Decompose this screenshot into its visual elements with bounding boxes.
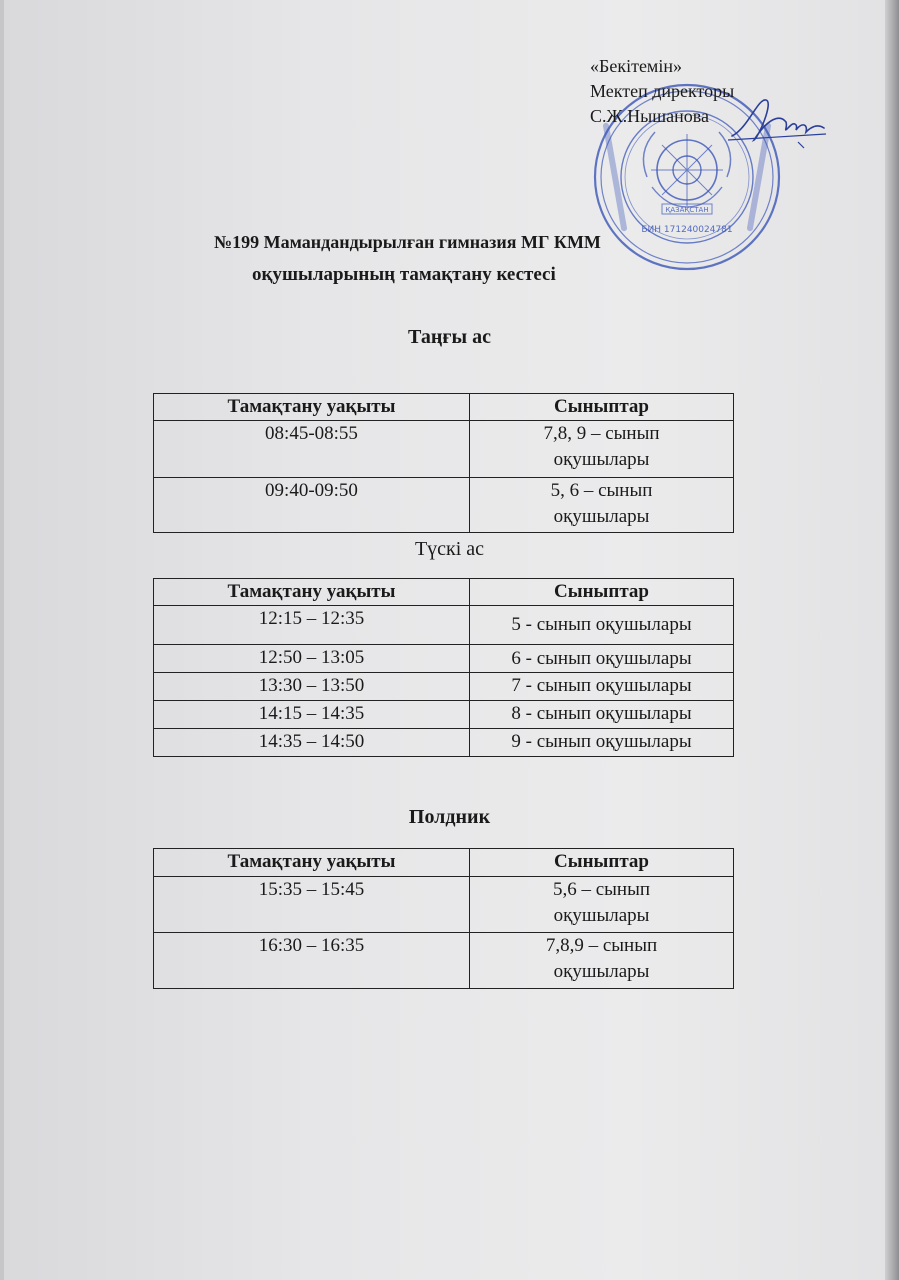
classes-cell: 6 - сынып оқушылары	[470, 645, 734, 673]
classes-text: оқушылары	[553, 449, 650, 470]
time-cell: 12:15 – 12:35	[154, 606, 470, 645]
classes-text: 7,8, 9 – сынып	[543, 423, 660, 444]
table-row	[154, 421, 734, 478]
table-row	[154, 478, 734, 533]
table-row	[154, 606, 734, 645]
table-row	[154, 933, 734, 989]
snack-heading: Полдник	[408, 806, 491, 828]
page-edge-left	[0, 0, 4, 1280]
time-cell: 15:35 – 15:45	[154, 877, 470, 933]
page-edge-right	[885, 0, 899, 1280]
approval-name: С.Ж.Нышанова	[590, 106, 709, 126]
classes-cell: 5 - сынып оқушылары	[470, 606, 734, 645]
time-cell: 16:30 – 16:35	[154, 933, 470, 989]
document-title-line1: №199 Мамандандырылған гимназия МГ КММ	[214, 232, 601, 252]
classes-cell	[470, 478, 734, 533]
lunch-heading: Түскі ас	[414, 538, 485, 560]
breakfast-table	[153, 393, 734, 533]
table-header-row	[154, 579, 734, 606]
time-cell: 12:50 – 13:05	[154, 645, 470, 673]
header-classes: Сыныптар	[470, 394, 734, 421]
time-cell: 14:35 – 14:50	[154, 729, 470, 757]
approval-title: «Бекітемін»	[590, 56, 682, 76]
director-signature	[728, 88, 828, 152]
header-time: Тамақтану уақыты	[154, 579, 470, 606]
time-cell: 13:30 – 13:50	[154, 673, 470, 701]
classes-text: оқушылары	[553, 506, 650, 527]
classes-cell	[470, 877, 734, 933]
lunch-table	[153, 578, 734, 757]
time-cell: 14:15 – 14:35	[154, 701, 470, 729]
seal-emblem-label: ҚАЗАҚСТАН	[665, 206, 709, 214]
approval-block	[590, 54, 734, 129]
seal-bin-text: БИН 171240024781	[641, 225, 733, 235]
classes-cell	[470, 933, 734, 989]
document-title-line2: оқушыларының тамақтану кестесі	[252, 264, 556, 285]
table-row	[154, 673, 734, 701]
time-cell: 08:45-08:55	[154, 421, 470, 478]
breakfast-heading: Таңғы ас	[408, 326, 491, 348]
classes-text: оқушылары	[553, 961, 650, 982]
classes-text: 5,6 – сынып	[552, 879, 651, 900]
approval-position: Мектеп директоры	[590, 81, 735, 101]
header-time: Тамақтану уақыты	[154, 849, 470, 877]
classes-text: 7,8,9 – сынып	[545, 935, 658, 956]
classes-text: 5, 6 – сынып	[550, 480, 653, 501]
header-classes: Сыныптар	[470, 579, 734, 606]
table-row	[154, 877, 734, 933]
table-row	[154, 645, 734, 673]
classes-cell	[470, 421, 734, 478]
classes-cell: 8 - сынып оқушылары	[470, 701, 734, 729]
table-header-row	[154, 849, 734, 877]
classes-cell: 7 - сынып оқушылары	[470, 673, 734, 701]
table-header-row	[154, 394, 734, 421]
table-row	[154, 701, 734, 729]
classes-text: оқушылары	[553, 905, 650, 926]
snack-table	[153, 848, 734, 989]
time-cell: 09:40-09:50	[154, 478, 470, 533]
header-time: Тамақтану уақыты	[154, 394, 470, 421]
classes-cell: 9 - сынып оқушылары	[470, 729, 734, 757]
table-row	[154, 729, 734, 757]
header-classes: Сыныптар	[470, 849, 734, 877]
